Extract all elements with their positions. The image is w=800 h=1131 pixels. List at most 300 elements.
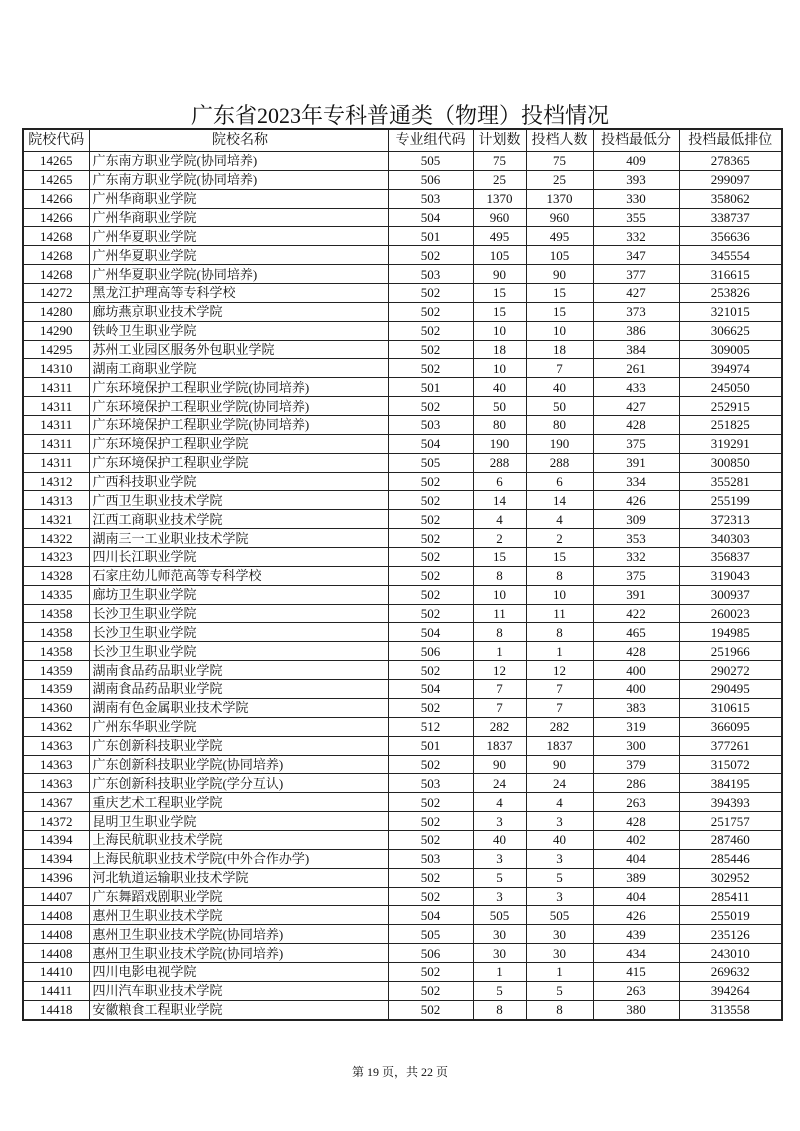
admitted-count-cell: 495 [526, 227, 593, 246]
group-code-cell: 505 [388, 453, 473, 472]
min-score-cell: 383 [593, 698, 679, 717]
group-code-cell: 502 [388, 585, 473, 604]
min-score-cell: 389 [593, 868, 679, 887]
min-rank-cell: 358062 [679, 189, 782, 208]
table-row [23, 623, 782, 642]
school-code-cell: 14311 [23, 378, 89, 397]
min-rank-cell: 309005 [679, 340, 782, 359]
group-code-cell: 502 [388, 962, 473, 981]
plan-count-cell: 282 [473, 717, 526, 736]
min-rank-cell: 340303 [679, 529, 782, 548]
min-rank-cell: 394393 [679, 793, 782, 812]
min-score-cell: 334 [593, 472, 679, 491]
admitted-count-cell: 40 [526, 830, 593, 849]
plan-count-cell: 30 [473, 925, 526, 944]
plan-count-cell: 7 [473, 680, 526, 699]
table-row [23, 170, 782, 189]
table-row [23, 208, 782, 227]
school-name-cell: 广东环境保护工程职业学院 [89, 434, 388, 453]
min-score-cell: 261 [593, 359, 679, 378]
min-score-cell: 300 [593, 736, 679, 755]
admitted-count-cell: 15 [526, 284, 593, 303]
plan-count-cell: 3 [473, 812, 526, 831]
school-name-cell: 重庆艺术工程职业学院 [89, 793, 388, 812]
group-code-cell: 503 [388, 849, 473, 868]
school-code-cell: 14335 [23, 585, 89, 604]
min-score-cell: 380 [593, 1000, 679, 1019]
school-code-cell: 14407 [23, 887, 89, 906]
group-code-cell: 502 [388, 868, 473, 887]
school-name-cell: 广东南方职业学院(协同培养) [89, 152, 388, 171]
school-name-cell: 广州华商职业学院 [89, 189, 388, 208]
min-rank-cell: 251966 [679, 642, 782, 661]
table-row [23, 944, 782, 963]
min-rank-cell: 285411 [679, 887, 782, 906]
table-row [23, 830, 782, 849]
table-row [23, 849, 782, 868]
min-score-cell: 400 [593, 661, 679, 680]
admitted-count-cell: 288 [526, 453, 593, 472]
admitted-count-cell: 2 [526, 529, 593, 548]
min-score-cell: 409 [593, 152, 679, 171]
admitted-count-cell: 18 [526, 340, 593, 359]
min-rank-cell: 255199 [679, 491, 782, 510]
min-score-cell: 330 [593, 189, 679, 208]
min-score-cell: 400 [593, 680, 679, 699]
page-number: 第 19 页，共 22 页 [351, 1065, 448, 1079]
min-rank-cell: 377261 [679, 736, 782, 755]
plan-count-cell: 3 [473, 887, 526, 906]
school-name-cell: 长沙卫生职业学院 [89, 604, 388, 623]
min-score-cell: 391 [593, 453, 679, 472]
school-code-cell: 14295 [23, 340, 89, 359]
plan-count-cell: 5 [473, 868, 526, 887]
min-score-cell: 422 [593, 604, 679, 623]
table-row [23, 265, 782, 284]
school-name-cell: 广东环境保护工程职业学院(协同培养) [89, 378, 388, 397]
min-score-cell: 375 [593, 566, 679, 585]
group-code-cell: 503 [388, 265, 473, 284]
school-code-cell: 14313 [23, 491, 89, 510]
group-code-cell: 502 [388, 566, 473, 585]
school-name-cell: 安徽粮食工程职业学院 [89, 1000, 388, 1019]
table-row [23, 453, 782, 472]
school-name-cell: 广东创新科技职业学院(学分互认) [89, 774, 388, 793]
school-name-cell: 长沙卫生职业学院 [89, 623, 388, 642]
table-row [23, 152, 782, 171]
table-row [23, 529, 782, 548]
group-code-cell: 505 [388, 925, 473, 944]
table-row [23, 189, 782, 208]
school-code-cell: 14408 [23, 925, 89, 944]
table-row [23, 698, 782, 717]
school-name-cell: 惠州卫生职业技术学院(协同培养) [89, 944, 388, 963]
admitted-count-cell: 8 [526, 566, 593, 585]
header-group-code: 专业组代码 [388, 129, 473, 152]
group-code-cell: 505 [388, 152, 473, 171]
min-rank-cell: 355281 [679, 472, 782, 491]
school-code-cell: 14310 [23, 359, 89, 378]
header-admitted-count: 投档人数 [526, 129, 593, 152]
school-code-cell: 14272 [23, 284, 89, 303]
group-code-cell: 504 [388, 623, 473, 642]
admitted-count-cell: 80 [526, 416, 593, 435]
table-row [23, 397, 782, 416]
admitted-count-cell: 505 [526, 906, 593, 925]
admitted-count-cell: 7 [526, 359, 593, 378]
plan-count-cell: 25 [473, 170, 526, 189]
admitted-count-cell: 8 [526, 1000, 593, 1019]
group-code-cell: 502 [388, 698, 473, 717]
plan-count-cell: 10 [473, 359, 526, 378]
min-score-cell: 404 [593, 887, 679, 906]
admitted-count-cell: 1370 [526, 189, 593, 208]
table-row [23, 302, 782, 321]
min-rank-cell: 394264 [679, 981, 782, 1000]
min-score-cell: 373 [593, 302, 679, 321]
header-min-score: 投档最低分 [593, 129, 679, 152]
group-code-cell: 506 [388, 642, 473, 661]
school-name-cell: 广东环境保护工程职业学院(协同培养) [89, 416, 388, 435]
admitted-count-cell: 10 [526, 585, 593, 604]
school-name-cell: 广州华夏职业学院 [89, 246, 388, 265]
plan-count-cell: 105 [473, 246, 526, 265]
table-row [23, 472, 782, 491]
school-code-cell: 14311 [23, 453, 89, 472]
school-name-cell: 广东舞蹈戏剧职业学院 [89, 887, 388, 906]
group-code-cell: 502 [388, 472, 473, 491]
group-code-cell: 501 [388, 227, 473, 246]
plan-count-cell: 190 [473, 434, 526, 453]
school-code-cell: 14266 [23, 208, 89, 227]
group-code-cell: 502 [388, 981, 473, 1000]
min-score-cell: 393 [593, 170, 679, 189]
admitted-count-cell: 6 [526, 472, 593, 491]
table-row [23, 793, 782, 812]
plan-count-cell: 90 [473, 265, 526, 284]
plan-count-cell: 14 [473, 491, 526, 510]
min-rank-cell: 315072 [679, 755, 782, 774]
plan-count-cell: 8 [473, 623, 526, 642]
school-name-cell: 苏州工业园区服务外包职业学院 [89, 340, 388, 359]
school-name-cell: 广州东华职业学院 [89, 717, 388, 736]
min-score-cell: 434 [593, 944, 679, 963]
admitted-count-cell: 12 [526, 661, 593, 680]
admitted-count-cell: 282 [526, 717, 593, 736]
table-row [23, 378, 782, 397]
admitted-count-cell: 1837 [526, 736, 593, 755]
min-rank-cell: 306625 [679, 321, 782, 340]
group-code-cell: 504 [388, 680, 473, 699]
min-score-cell: 347 [593, 246, 679, 265]
group-code-cell: 502 [388, 246, 473, 265]
plan-count-cell: 75 [473, 152, 526, 171]
plan-count-cell: 10 [473, 321, 526, 340]
min-score-cell: 391 [593, 585, 679, 604]
table-row [23, 680, 782, 699]
min-rank-cell: 338737 [679, 208, 782, 227]
min-rank-cell: 251825 [679, 416, 782, 435]
min-score-cell: 263 [593, 793, 679, 812]
school-name-cell: 广东南方职业学院(协同培养) [89, 170, 388, 189]
plan-count-cell: 40 [473, 830, 526, 849]
plan-count-cell: 1370 [473, 189, 526, 208]
table-header-row [23, 129, 782, 152]
admitted-count-cell: 14 [526, 491, 593, 510]
school-code-cell: 14265 [23, 152, 89, 171]
group-code-cell: 502 [388, 529, 473, 548]
school-name-cell: 黑龙江护理高等专科学校 [89, 284, 388, 303]
plan-count-cell: 960 [473, 208, 526, 227]
school-name-cell: 长沙卫生职业学院 [89, 642, 388, 661]
min-rank-cell: 319043 [679, 566, 782, 585]
school-code-cell: 14311 [23, 397, 89, 416]
group-code-cell: 502 [388, 661, 473, 680]
plan-count-cell: 7 [473, 698, 526, 717]
min-rank-cell: 300937 [679, 585, 782, 604]
min-score-cell: 375 [593, 434, 679, 453]
table-row [23, 812, 782, 831]
table-row [23, 321, 782, 340]
school-code-cell: 14358 [23, 604, 89, 623]
group-code-cell: 502 [388, 604, 473, 623]
admitted-count-cell: 90 [526, 265, 593, 284]
school-name-cell: 江西工商职业技术学院 [89, 510, 388, 529]
min-rank-cell: 260023 [679, 604, 782, 623]
admitted-count-cell: 15 [526, 548, 593, 567]
group-code-cell: 502 [388, 1000, 473, 1019]
table-row [23, 755, 782, 774]
min-score-cell: 263 [593, 981, 679, 1000]
plan-count-cell: 505 [473, 906, 526, 925]
min-score-cell: 404 [593, 849, 679, 868]
group-code-cell: 502 [388, 812, 473, 831]
min-rank-cell: 356837 [679, 548, 782, 567]
admitted-count-cell: 960 [526, 208, 593, 227]
school-code-cell: 14311 [23, 434, 89, 453]
min-score-cell: 426 [593, 906, 679, 925]
admitted-count-cell: 190 [526, 434, 593, 453]
group-code-cell: 501 [388, 736, 473, 755]
school-name-cell: 河北轨道运输职业技术学院 [89, 868, 388, 887]
plan-count-cell: 40 [473, 378, 526, 397]
admitted-count-cell: 4 [526, 793, 593, 812]
group-code-cell: 501 [388, 378, 473, 397]
min-score-cell: 379 [593, 755, 679, 774]
school-code-cell: 14312 [23, 472, 89, 491]
group-code-cell: 502 [388, 284, 473, 303]
admitted-count-cell: 7 [526, 680, 593, 699]
group-code-cell: 504 [388, 906, 473, 925]
school-name-cell: 广州华夏职业学院 [89, 227, 388, 246]
school-name-cell: 上海民航职业技术学院(中外合作办学) [89, 849, 388, 868]
plan-count-cell: 8 [473, 566, 526, 585]
min-rank-cell: 290272 [679, 661, 782, 680]
group-code-cell: 502 [388, 755, 473, 774]
school-code-cell: 14363 [23, 736, 89, 755]
min-score-cell: 355 [593, 208, 679, 227]
school-code-cell: 14394 [23, 830, 89, 849]
min-rank-cell: 245050 [679, 378, 782, 397]
min-rank-cell: 316615 [679, 265, 782, 284]
school-code-cell: 14394 [23, 849, 89, 868]
table-row [23, 359, 782, 378]
group-code-cell: 502 [388, 302, 473, 321]
group-code-cell: 503 [388, 189, 473, 208]
plan-count-cell: 12 [473, 661, 526, 680]
min-rank-cell: 253826 [679, 284, 782, 303]
school-name-cell: 广西科技职业学院 [89, 472, 388, 491]
min-rank-cell: 319291 [679, 434, 782, 453]
group-code-cell: 502 [388, 510, 473, 529]
school-name-cell: 广东创新科技职业学院(协同培养) [89, 755, 388, 774]
school-code-cell: 14290 [23, 321, 89, 340]
admitted-count-cell: 40 [526, 378, 593, 397]
admitted-count-cell: 15 [526, 302, 593, 321]
admitted-count-cell: 1 [526, 962, 593, 981]
plan-count-cell: 4 [473, 510, 526, 529]
table-row [23, 642, 782, 661]
plan-count-cell: 80 [473, 416, 526, 435]
min-score-cell: 426 [593, 491, 679, 510]
min-rank-cell: 278365 [679, 152, 782, 171]
group-code-cell: 503 [388, 774, 473, 793]
school-code-cell: 14359 [23, 680, 89, 699]
header-school-name: 院校名称 [89, 129, 388, 152]
plan-count-cell: 8 [473, 1000, 526, 1019]
group-code-cell: 504 [388, 208, 473, 227]
min-rank-cell: 252915 [679, 397, 782, 416]
school-code-cell: 14363 [23, 755, 89, 774]
min-rank-cell: 287460 [679, 830, 782, 849]
school-name-cell: 四川长江职业学院 [89, 548, 388, 567]
plan-count-cell: 50 [473, 397, 526, 416]
min-score-cell: 402 [593, 830, 679, 849]
admitted-count-cell: 11 [526, 604, 593, 623]
admitted-count-cell: 7 [526, 698, 593, 717]
admitted-count-cell: 75 [526, 152, 593, 171]
min-rank-cell: 366095 [679, 717, 782, 736]
group-code-cell: 502 [388, 397, 473, 416]
school-code-cell: 14363 [23, 774, 89, 793]
school-name-cell: 惠州卫生职业技术学院(协同培养) [89, 925, 388, 944]
min-rank-cell: 384195 [679, 774, 782, 793]
group-code-cell: 512 [388, 717, 473, 736]
table-row [23, 227, 782, 246]
school-code-cell: 14410 [23, 962, 89, 981]
school-name-cell: 湖南食品药品职业学院 [89, 661, 388, 680]
group-code-cell: 502 [388, 830, 473, 849]
min-score-cell: 428 [593, 642, 679, 661]
admitted-count-cell: 5 [526, 981, 593, 1000]
school-name-cell: 广东环境保护工程职业学院(协同培养) [89, 397, 388, 416]
school-name-cell: 廊坊燕京职业技术学院 [89, 302, 388, 321]
school-code-cell: 14321 [23, 510, 89, 529]
min-rank-cell: 255019 [679, 906, 782, 925]
min-rank-cell: 310615 [679, 698, 782, 717]
school-name-cell: 石家庄幼儿师范高等专科学校 [89, 566, 388, 585]
min-score-cell: 415 [593, 962, 679, 981]
group-code-cell: 506 [388, 170, 473, 189]
min-rank-cell: 299097 [679, 170, 782, 189]
school-name-cell: 广州华商职业学院 [89, 208, 388, 227]
plan-count-cell: 90 [473, 755, 526, 774]
school-name-cell: 湖南食品药品职业学院 [89, 680, 388, 699]
min-score-cell: 353 [593, 529, 679, 548]
plan-count-cell: 15 [473, 302, 526, 321]
school-code-cell: 14396 [23, 868, 89, 887]
group-code-cell: 502 [388, 491, 473, 510]
plan-count-cell: 6 [473, 472, 526, 491]
min-rank-cell: 356636 [679, 227, 782, 246]
min-score-cell: 433 [593, 378, 679, 397]
table-row [23, 906, 782, 925]
min-rank-cell: 269632 [679, 962, 782, 981]
school-name-cell: 上海民航职业技术学院 [89, 830, 388, 849]
admitted-count-cell: 3 [526, 812, 593, 831]
min-score-cell: 286 [593, 774, 679, 793]
table-row [23, 717, 782, 736]
plan-count-cell: 495 [473, 227, 526, 246]
plan-count-cell: 3 [473, 849, 526, 868]
table-row [23, 585, 782, 604]
school-name-cell: 铁岭卫生职业学院 [89, 321, 388, 340]
table-row [23, 962, 782, 981]
min-score-cell: 377 [593, 265, 679, 284]
header-min-rank: 投档最低排位 [679, 129, 782, 152]
min-rank-cell: 290495 [679, 680, 782, 699]
table-row [23, 246, 782, 265]
admitted-count-cell: 10 [526, 321, 593, 340]
admitted-count-cell: 25 [526, 170, 593, 189]
page-title: 广东省2023年专科普通类（物理）投档情况 [190, 103, 609, 128]
school-code-cell: 14372 [23, 812, 89, 831]
plan-count-cell: 11 [473, 604, 526, 623]
plan-count-cell: 24 [473, 774, 526, 793]
table-row [23, 868, 782, 887]
table-row [23, 284, 782, 303]
group-code-cell: 502 [388, 548, 473, 567]
min-rank-cell: 243010 [679, 944, 782, 963]
table-row [23, 661, 782, 680]
school-code-cell: 14358 [23, 623, 89, 642]
group-code-cell: 504 [388, 434, 473, 453]
table-row [23, 434, 782, 453]
min-score-cell: 427 [593, 284, 679, 303]
plan-count-cell: 5 [473, 981, 526, 1000]
group-code-cell: 502 [388, 340, 473, 359]
plan-count-cell: 18 [473, 340, 526, 359]
table-row [23, 340, 782, 359]
table-row [23, 566, 782, 585]
plan-count-cell: 30 [473, 944, 526, 963]
table-row [23, 416, 782, 435]
header-plan-count: 计划数 [473, 129, 526, 152]
school-code-cell: 14266 [23, 189, 89, 208]
table-row [23, 548, 782, 567]
table-row [23, 1000, 782, 1019]
plan-count-cell: 1837 [473, 736, 526, 755]
school-name-cell: 湖南三一工业职业技术学院 [89, 529, 388, 548]
min-rank-cell: 345554 [679, 246, 782, 265]
plan-count-cell: 1 [473, 642, 526, 661]
min-rank-cell: 194985 [679, 623, 782, 642]
school-code-cell: 14411 [23, 981, 89, 1000]
min-score-cell: 332 [593, 548, 679, 567]
admitted-count-cell: 24 [526, 774, 593, 793]
school-name-cell: 湖南有色金属职业技术学院 [89, 698, 388, 717]
min-score-cell: 332 [593, 227, 679, 246]
